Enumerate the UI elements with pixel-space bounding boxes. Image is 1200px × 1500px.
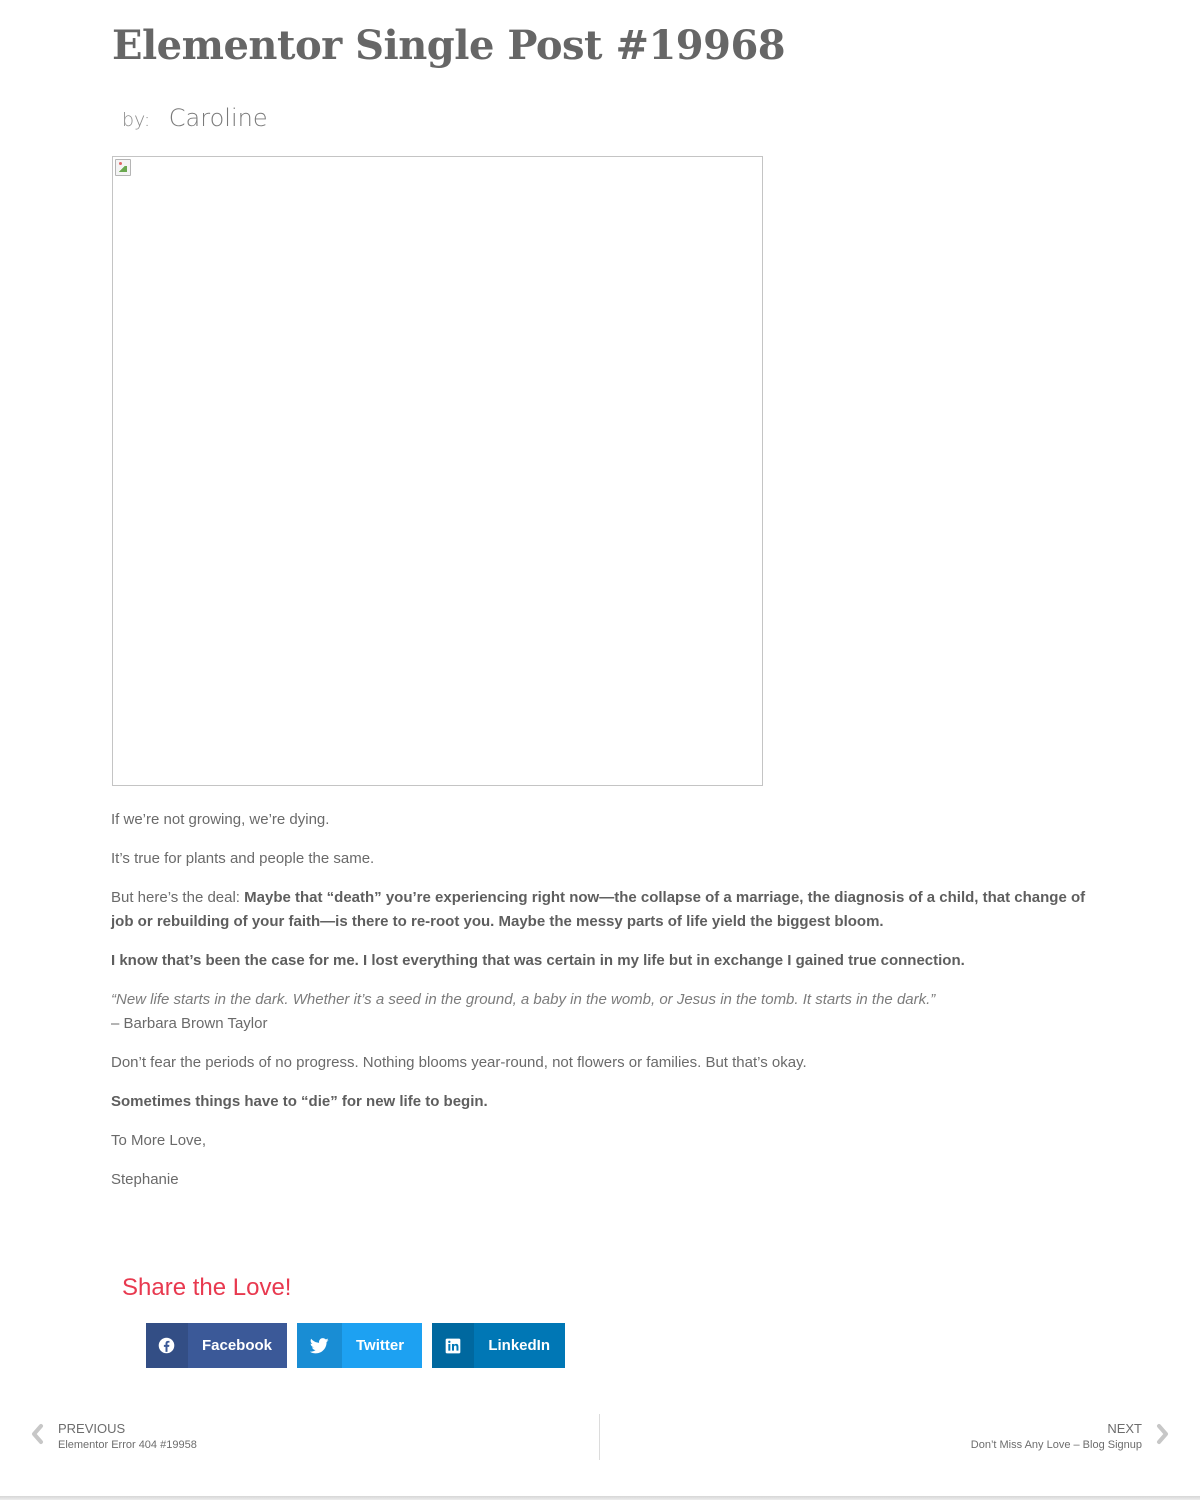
paragraph [111,886,1101,934]
paragraph-bold: Sometimes things have to “die” for new life to begin. [111,1093,488,1110]
paragraph: Don’t fear the periods of no progress. Nothing blooms year-round, not flowers or families. But that’s okay. [111,1054,807,1071]
quote-text: “New life starts in the dark. Whether it’s a seed in the ground, a baby in the womb, or Jesus in the tomb. It starts in the dark.” [111,991,936,1008]
share-buttons [146,1323,565,1368]
previous-label: PREVIOUS [58,1421,126,1436]
twitter-icon [297,1323,342,1368]
facebook-share-label: Facebook [201,1337,272,1354]
paragraph: It’s true for plants and people the same. [111,850,375,867]
post-title: Elementor Single Post #19968 [112,22,786,69]
next-post-title: Don’t Miss Any Love – Blog Signup [970,1439,1142,1451]
facebook-icon [146,1323,188,1368]
next-post-link[interactable] [971,1420,1170,1453]
paragraph-bold: Maybe that “death” you’re experiencing right now—the collapse of a marriage, the diagnosis of a child, that change of job or rebuilding of your faith—is there to re-root you. Maybe the messy parts of life yield the biggest bloom. [111,889,1086,930]
quote-attribution: – Barbara Brown Taylor [111,1015,268,1032]
paragraph: If we’re not growing, we’re dying. [111,811,330,828]
previous-post-link[interactable] [30,1420,197,1453]
paragraph-lead: But here’s the deal: [111,889,245,906]
twitter-share-label: Twitter [356,1337,405,1354]
paragraph-bold: I know that’s been the case for me. I lost everything that was certain in my life but in exchange I gained true connection. [111,952,965,969]
linkedin-icon [432,1323,474,1368]
share-heading: Share the Love! [122,1274,292,1301]
facebook-share-button[interactable] [146,1323,287,1368]
nav-divider [599,1414,600,1460]
linkedin-share-label: LinkedIn [488,1337,550,1354]
signature: Stephanie [111,1171,179,1188]
by-label: by: [122,109,151,131]
featured-image [112,156,763,786]
author-name[interactable]: Caroline [168,104,268,132]
twitter-share-button[interactable] [297,1323,422,1368]
footer-divider [0,1496,1200,1500]
blockquote [111,988,1101,1036]
post-navigation [0,1412,1200,1462]
linkedin-share-button[interactable] [432,1323,565,1368]
next-label: NEXT [1107,1421,1142,1436]
chevron-right-icon [1156,1423,1170,1450]
broken-image-icon [115,159,131,176]
post-byline [122,104,268,132]
post-content [111,808,1101,1207]
chevron-left-icon [30,1423,44,1450]
signoff: To More Love, [111,1132,207,1149]
paragraph [111,1090,1101,1114]
previous-post-title: Elementor Error 404 #19958 [58,1439,197,1451]
paragraph [111,949,1101,973]
